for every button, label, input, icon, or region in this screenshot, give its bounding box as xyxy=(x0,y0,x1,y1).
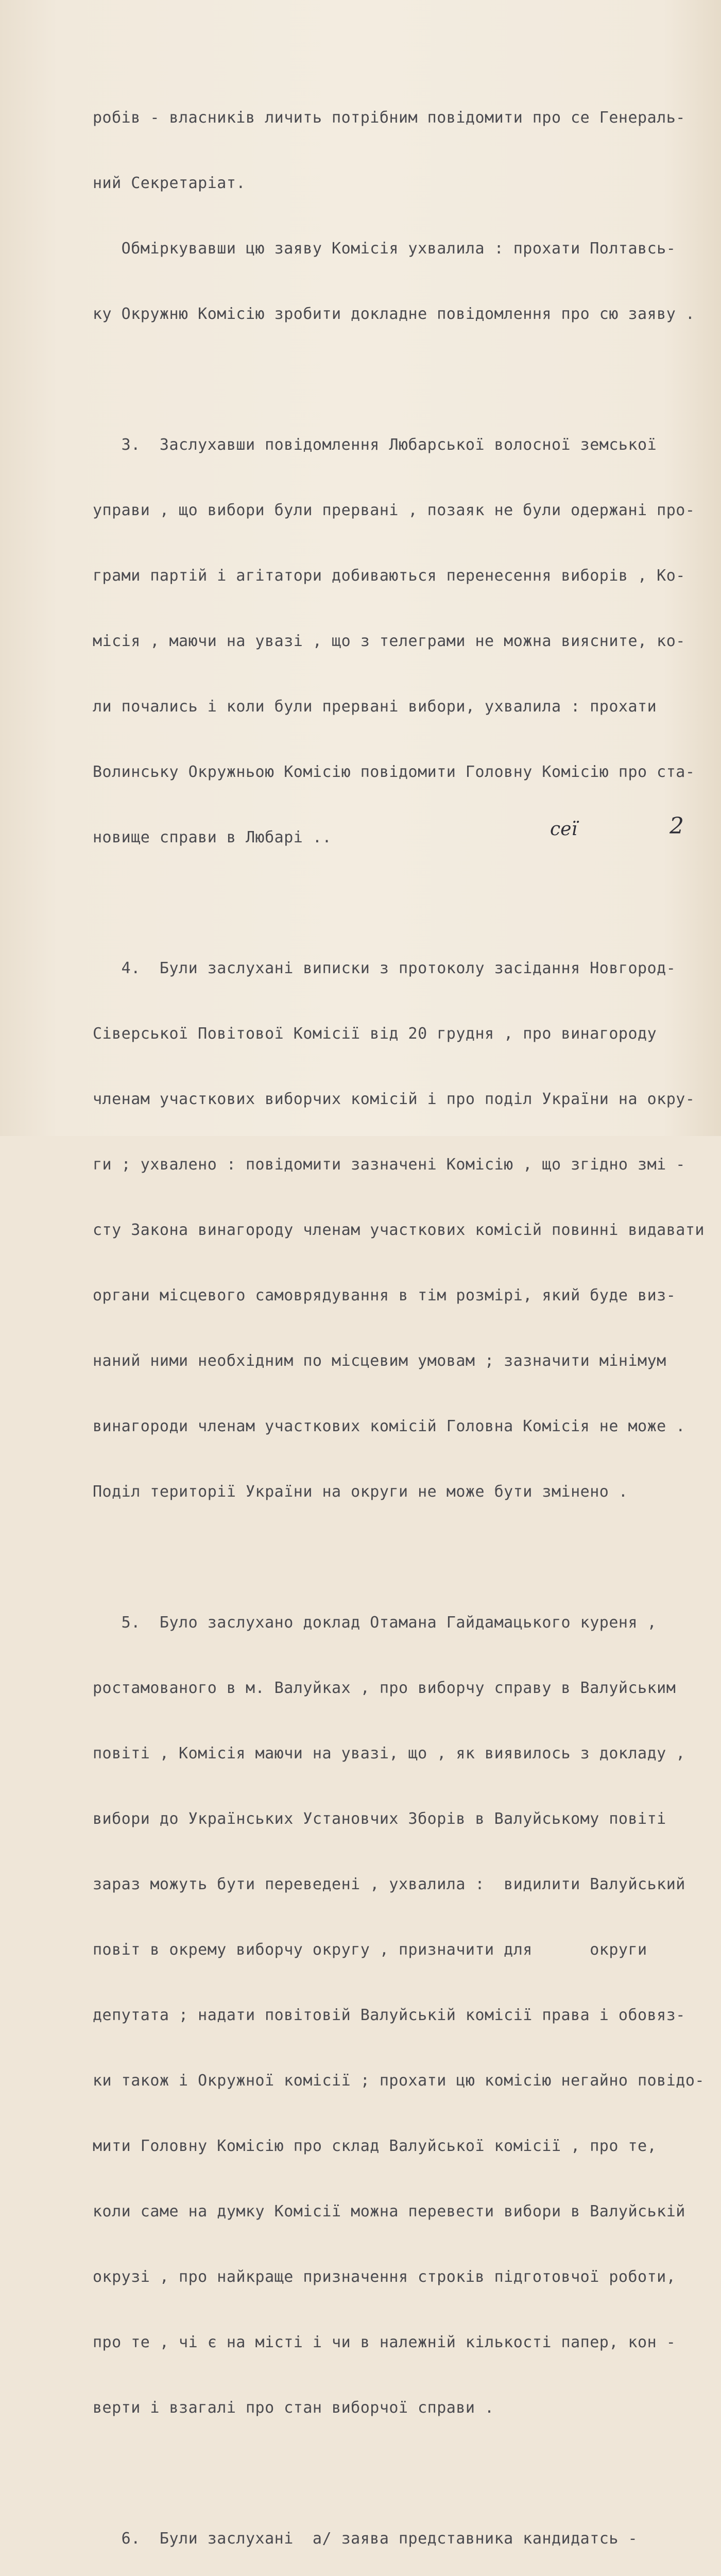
text-line: ростамованого в м. Валуйках , про виборчу справу в Валуйським xyxy=(93,1679,676,1697)
text-line: мити Головну Комісію про склад Валуйської комісії , про те, xyxy=(93,2137,657,2155)
paragraph-gap xyxy=(93,2459,700,2488)
text-line: новище справи в Любарі .. xyxy=(93,828,332,846)
text-line: 4. Були заслухані виписки з протоколу засідання Новгород- xyxy=(93,959,676,977)
paragraph-gap xyxy=(93,1543,700,1572)
handwritten-number: 2 xyxy=(670,813,684,839)
text-line: Волинську Окружньою Комісію повідомити Головну Комісію про ста- xyxy=(93,763,695,781)
typewritten-text xyxy=(93,67,705,2576)
paragraph-gap xyxy=(93,888,700,918)
text-line: управи , що вибори були прервані , позаяк не були одержані про- xyxy=(93,501,695,519)
text-line: 6. Були заслухані а/ заява представника кандидатсь - xyxy=(93,2530,638,2548)
text-line: сту Закона винагороду членам участкових комісій повинні видавати xyxy=(93,1221,705,1239)
text-line: про те , чі є на місті і чи в належній кількості папер, кон - xyxy=(93,2333,676,2351)
text-line: місія , маючи на увазі , що з телеграми не можна виясните, ко- xyxy=(93,632,685,650)
text-line: робів - власників личить потрібним повідомити про се Генераль- xyxy=(93,109,685,127)
text-line: органи місцевого самоврядування в тім розмірі, який буде виз- xyxy=(93,1286,676,1304)
text-line: членам участкових виборчих комісій і про поділ України на окру- xyxy=(93,1090,695,1108)
text-line: повіт в окрему виборчу округу , призначити для округи xyxy=(93,1941,647,1959)
text-line: зараз можуть бути переведені , ухвалила : видилити Валуйський xyxy=(93,1875,685,1893)
text-line: 3. Заслухавши повідомлення Любарської волосної земської xyxy=(93,436,657,454)
text-line: наний ними необхідним по місцевим умовам ; зазначити мінімум xyxy=(93,1352,666,1370)
text-line: верти і взагалі про стан виборчої справи . xyxy=(93,2399,494,2417)
text-line: коли саме на думку Комісії можна перевести вибори в Валуйській xyxy=(93,2202,685,2221)
text-line: окрузі , про найкраще призначення строків підготовчої роботи, xyxy=(93,2268,676,2286)
text-line: ки також і Окружної комісії ; прохати цю комісію негайно повідо- xyxy=(93,2072,705,2090)
text-line: Сіверської Повітової Комісії від 20 грудня , про винагороду xyxy=(93,1025,657,1043)
text-line: ги ; ухвалено : повідомити зазначені Комісію , що згідно змі - xyxy=(93,1156,685,1174)
text-line: грами партій і агітатори добиваються перенесення виборів , Ко- xyxy=(93,567,685,585)
text-line: вибори до Українських Установчих Зборів в Валуйському повіті xyxy=(93,1810,666,1828)
handwritten-insertion: сеї xyxy=(550,819,577,840)
text-line: ний Секретаріат. xyxy=(93,174,246,192)
text-line: Поділ території України на округи не може бути змінено . xyxy=(93,1483,628,1501)
text-line: Обміркувавши цю заяву Комісія ухвалила : прохати Полтавсь- xyxy=(93,240,676,258)
text-line: ли почались і коли були прервані вибори, ухвалила : прохати xyxy=(93,698,657,716)
text-line: депутата ; надати повітовій Валуйській комісії права і обовяз- xyxy=(93,2006,685,2024)
text-line: повіті , Комісія маючи на увазі, що , як виявилось з докладу , xyxy=(93,1744,685,1762)
paragraph-gap xyxy=(93,365,700,394)
text-line: 5. Було заслухано доклад Отамана Гайдамацького куреня , xyxy=(93,1614,657,1632)
text-line: ку Окружню Комісію зробити докладне повідомлення про сю заяву . xyxy=(93,305,695,323)
text-line: винагороди членам участкових комісій Головна Комісія не може . xyxy=(93,1417,685,1435)
